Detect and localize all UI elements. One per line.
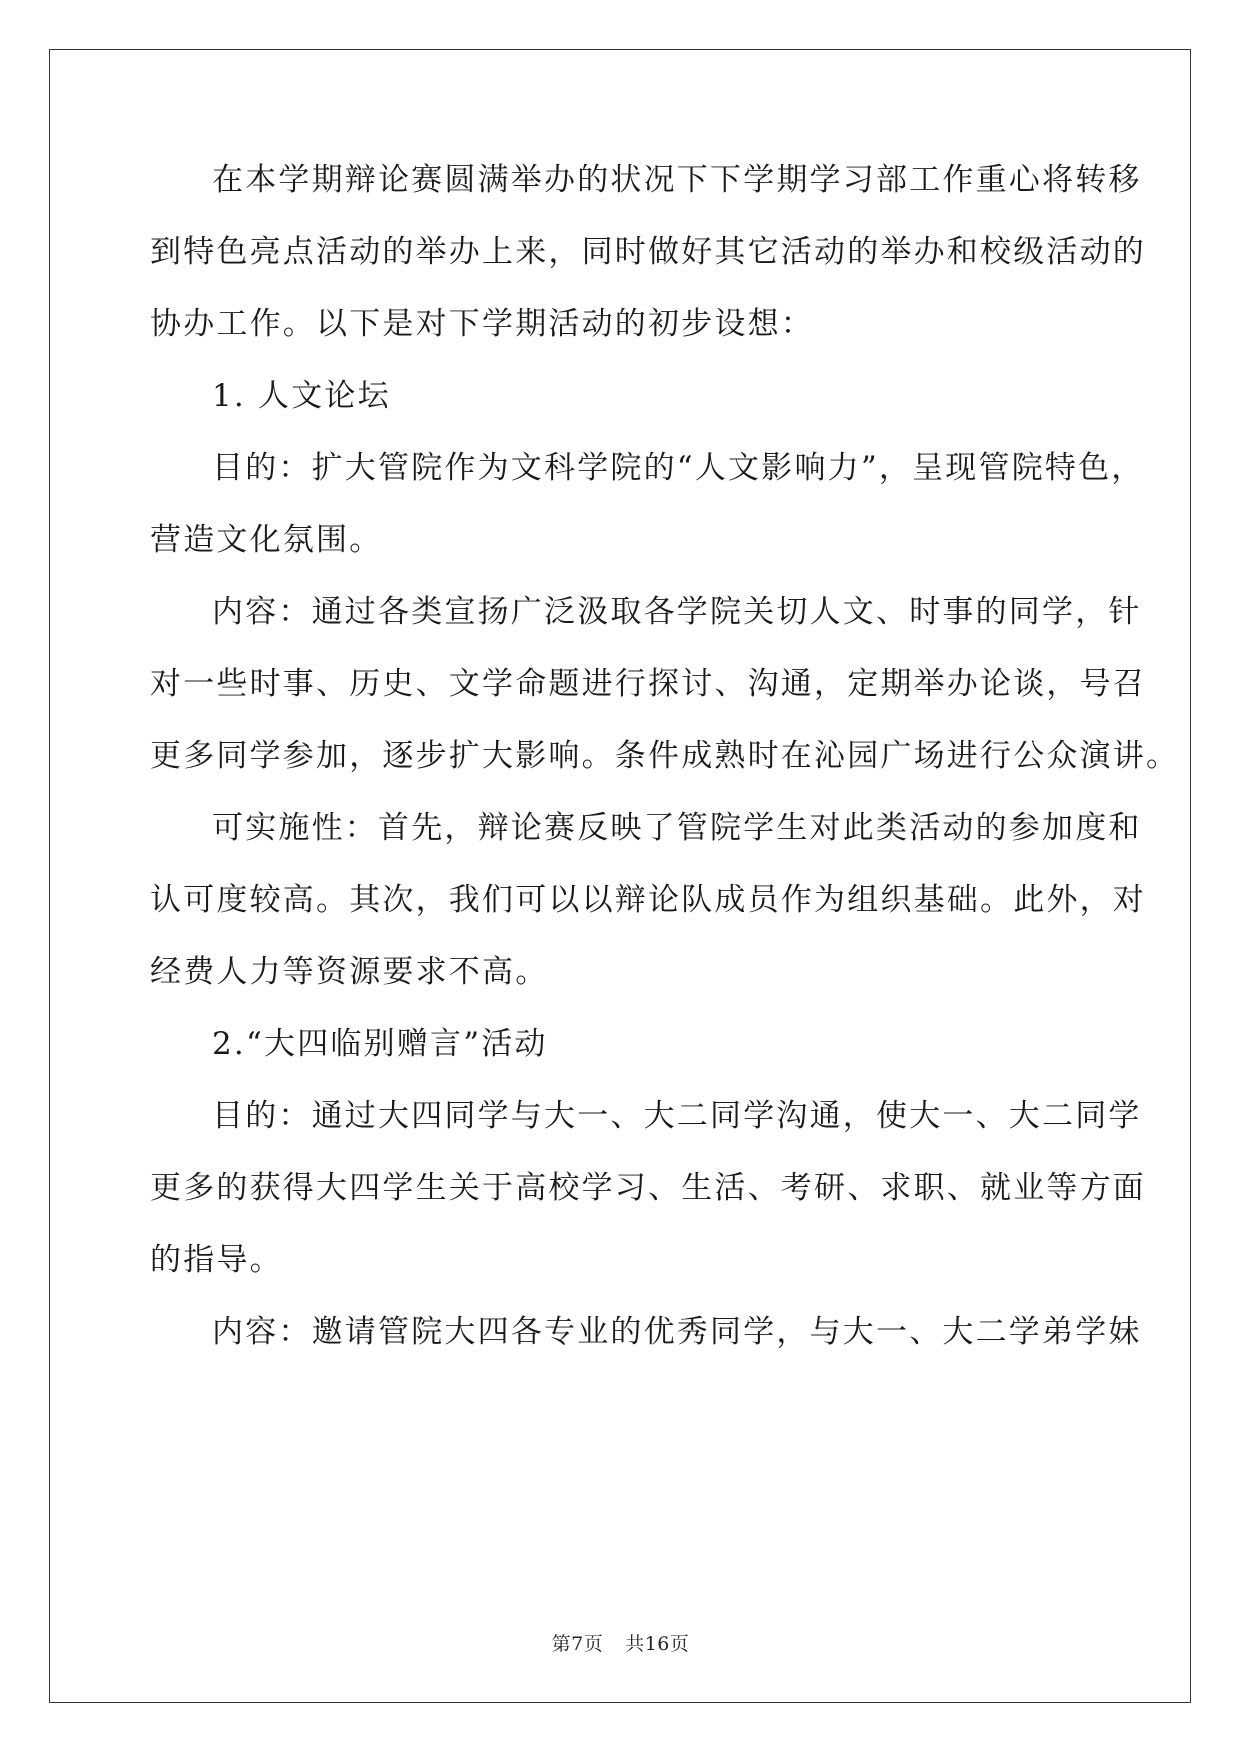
section-heading: 1. 人文论坛: [212, 378, 391, 414]
page-number: 第7页: [551, 1633, 604, 1655]
paragraph-line: 认可度较高。其次，我们可以以辩论队成员作为组织基础。此外，对: [150, 882, 1146, 918]
paragraph-line: 目的：通过大四同学与大一、大二同学沟通，使大一、大二同学: [212, 1098, 1142, 1134]
paragraph-line: 协办工作。以下是对下学期活动的初步设想：: [150, 306, 814, 342]
paragraph-line: 在本学期辩论赛圆满举办的状况下下学期学习部工作重心将转移: [212, 162, 1142, 198]
paragraph-line: 到特色亮点活动的举办上来，同时做好其它活动的举办和校级活动的: [150, 234, 1146, 270]
paragraph-line: 内容：邀请管院大四各专业的优秀同学，与大一、大二学弟学妹: [212, 1314, 1142, 1350]
paragraph-line: 营造文化氛围。: [150, 522, 383, 558]
paragraph-line: 内容：通过各类宣扬广泛汲取各学院关切人文、时事的同学，针: [212, 594, 1142, 630]
section-heading: 2.“大四临别赠言”活动: [212, 1026, 548, 1062]
page-border: [49, 49, 1191, 1703]
paragraph-line: 经费人力等资源要求不高。: [150, 954, 549, 990]
paragraph-line: 可实施性：首先，辩论赛反映了管院学生对此类活动的参加度和: [212, 810, 1142, 846]
page-footer: [0, 1632, 1241, 1656]
paragraph-line: 更多同学参加，逐步扩大影响。条件成熟时在沁园广场进行公众演讲。: [150, 738, 1180, 774]
page-total: 共16页: [625, 1633, 690, 1655]
paragraph-line: 更多的获得大四学生关于高校学习、生活、考研、求职、就业等方面: [150, 1170, 1146, 1206]
paragraph-line: 对一些时事、历史、文学命题进行探讨、沟通，定期举办论谈，号召: [150, 666, 1146, 702]
paragraph-line: 目的：扩大管院作为文科学院的“人文影响力”，呈现管院特色，: [212, 450, 1145, 486]
paragraph-line: 的指导。: [150, 1242, 283, 1278]
